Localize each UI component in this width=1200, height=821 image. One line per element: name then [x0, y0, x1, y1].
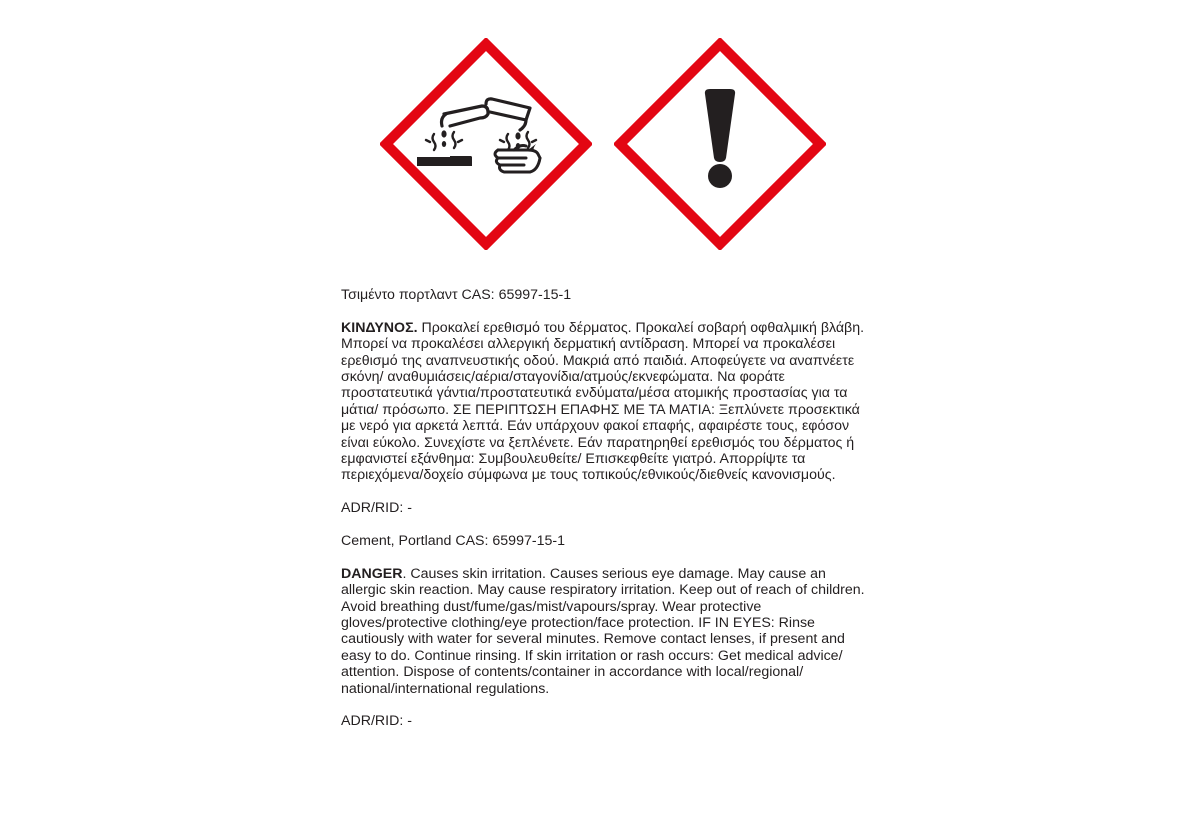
english-hazard-statements: [341, 566, 871, 697]
english-adr-rid: ADR/RID: -: [341, 713, 412, 730]
hazard-label-text: [341, 287, 871, 746]
english-statements-text: . Causes skin irritation. Causes serious eye damage. May cause an allergic skin reaction. May cause respiratory irritation. Keep out of reach of children. Avoid breathing dust/fume/gas/mist/vapours/spray. Wear protective gloves/protective clothing/eye protection/face protection. IF IN EYES: Rinse cautiously with water for several minutes. Remove contact lenses, if present and easy to do. Continue rinsing. If skin irritation or rash occurs: Get medical advice/ attention. Dispose of contents/container in accordance with local/regional/ national/international regulations.: [341, 565, 865, 697]
greek-signal-word: ΚΙΝΔΥΝΟΣ.: [341, 319, 418, 336]
greek-adr-rid: ADR/RID: -: [341, 500, 412, 517]
greek-product-name: Τσιμέντο πορτλαντ CAS: 65997-15-1: [341, 287, 572, 303]
ghs05-corrosion-icon: [380, 38, 592, 250]
greek-hazard-statements: [341, 320, 871, 484]
english-product-name: Cement, Portland CAS: 65997-15-1: [341, 533, 565, 550]
hazard-pictograms: [380, 38, 826, 250]
ghs07-exclamation-mark-icon: [614, 38, 826, 250]
english-signal-word: DANGER: [341, 565, 403, 582]
greek-statements-text: Προκαλεί ερεθισμό του δέρματος. Προκαλεί σοβαρή οφθαλμική βλάβη. Μπορεί να προκαλέσει αλλεργική δερματική αντίδραση. Μπορεί να προκαλέσει ερεθισμό της αναπνευστικής οδού. Μακριά από παιδιά. Αποφεύγετε να αναπνέετε σκόνη/ αναθυμιάσεις/αέρια/σταγονίδια/ατμούς/εκνεφώματα. Να φοράτε προστατευτικά γάντια/προστατευτικά ενδύματα/μέσα ατομικής προστασίας για τα μάτια/ πρόσωπο. ΣΕ ΠΕΡΙΠΤΩΣΗ ΕΠΑΦΗΣ ΜΕ ΤΑ ΜΑΤΙΑ: Ξεπλύνετε προσεκτικά με νερό για αρκετά λεπτά. Εάν υπάρχουν φακοί επαφής, αφαιρέστε τους, εφόσον είναι εύκολο. Συνεχίστε να ξεπλένετε. Εάν παρατηρηθεί ερεθισμός του δέρματος ή εμφανιστεί εξάνθημα: Συμβουλευθείτε/ Επισκεφθείτε γιατρό. Απορρίψτε τα περιεχόμενα/δοχείο σύμφωνα με τους τοπικούς/εθνικούς/διεθνείς κανονισμούς.: [341, 319, 865, 484]
